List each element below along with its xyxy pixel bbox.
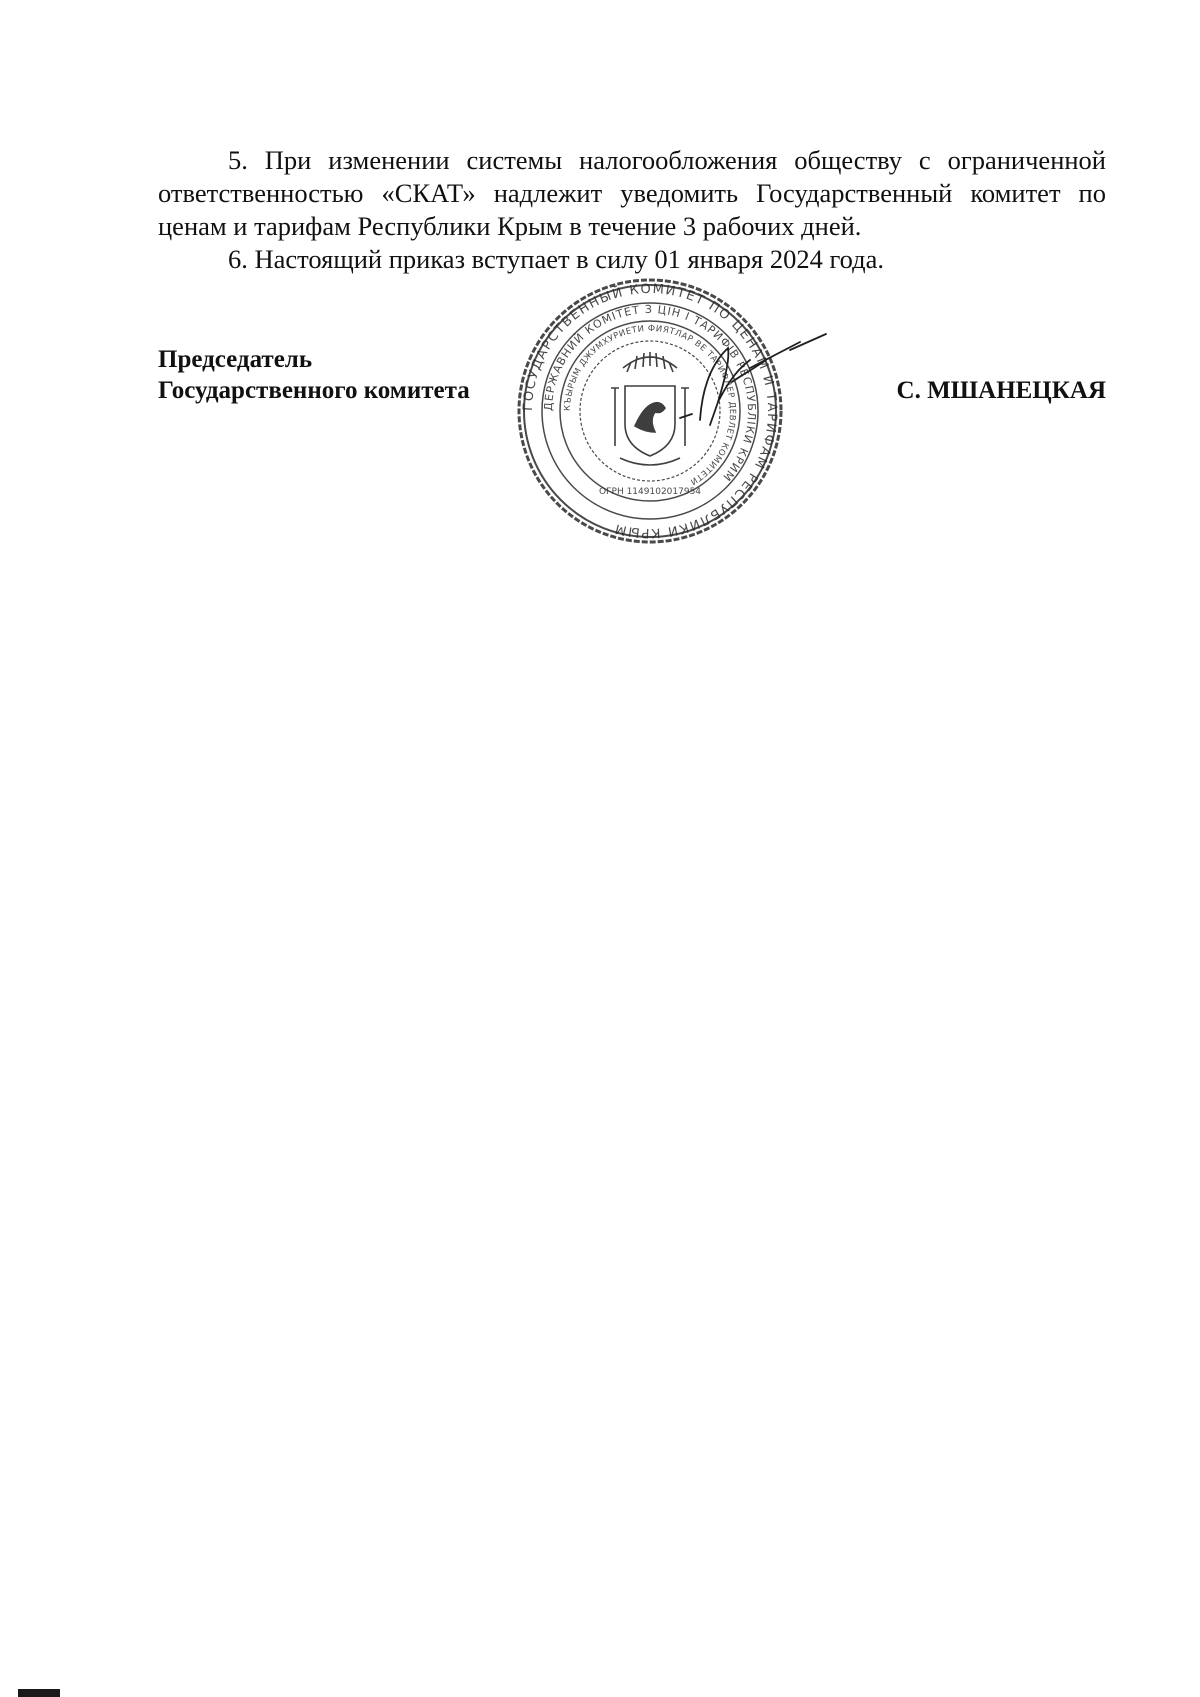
position-line-1: Председатель bbox=[158, 346, 313, 373]
position-line-2: Государственного комитета bbox=[158, 377, 470, 404]
seal-middle-text: ДЕРЖАВНИЙ КОМІТЕТ З ЦІН І ТАРИФІВ РЕСПУБЛІКИ КРИМ bbox=[541, 302, 759, 485]
seal-ogrn-text: ОГРН 1149102017954 bbox=[598, 487, 702, 497]
paragraph-6: 6. Настоящий приказ вступает в силу 01 января 2024 года. bbox=[228, 244, 885, 274]
seal-outer-text: ГОСУДАРСТВЕННЫЙ КОМИТЕТ ПО ЦЕНАМ И ТАРИФАМ РЕСПУБЛИКИ КРЫМ bbox=[520, 281, 780, 541]
paragraph-5: 5. При изменении системы налогообложения обществу с ограниченной ответственностью «СКАТ» надлежит уведомить Государственный комитет по ценам и тарифам Республики Крым в течение 3 рабочих дней. bbox=[158, 145, 1106, 241]
signatory-name: С. МШАНЕЦКАЯ bbox=[896, 377, 1106, 404]
handwritten-signature bbox=[640, 330, 830, 440]
signatory-position bbox=[158, 344, 470, 406]
seal-inner-text: КЪЫРЫМ ДЖУМХУРИЕТИ ФИЯТЛАР ВЕ ТАРИФЛЕР ДЕВЛЕТ КОМИТЕТИ bbox=[562, 323, 738, 487]
scan-edge-mark bbox=[18, 1689, 60, 1697]
document-body bbox=[158, 144, 1106, 276]
